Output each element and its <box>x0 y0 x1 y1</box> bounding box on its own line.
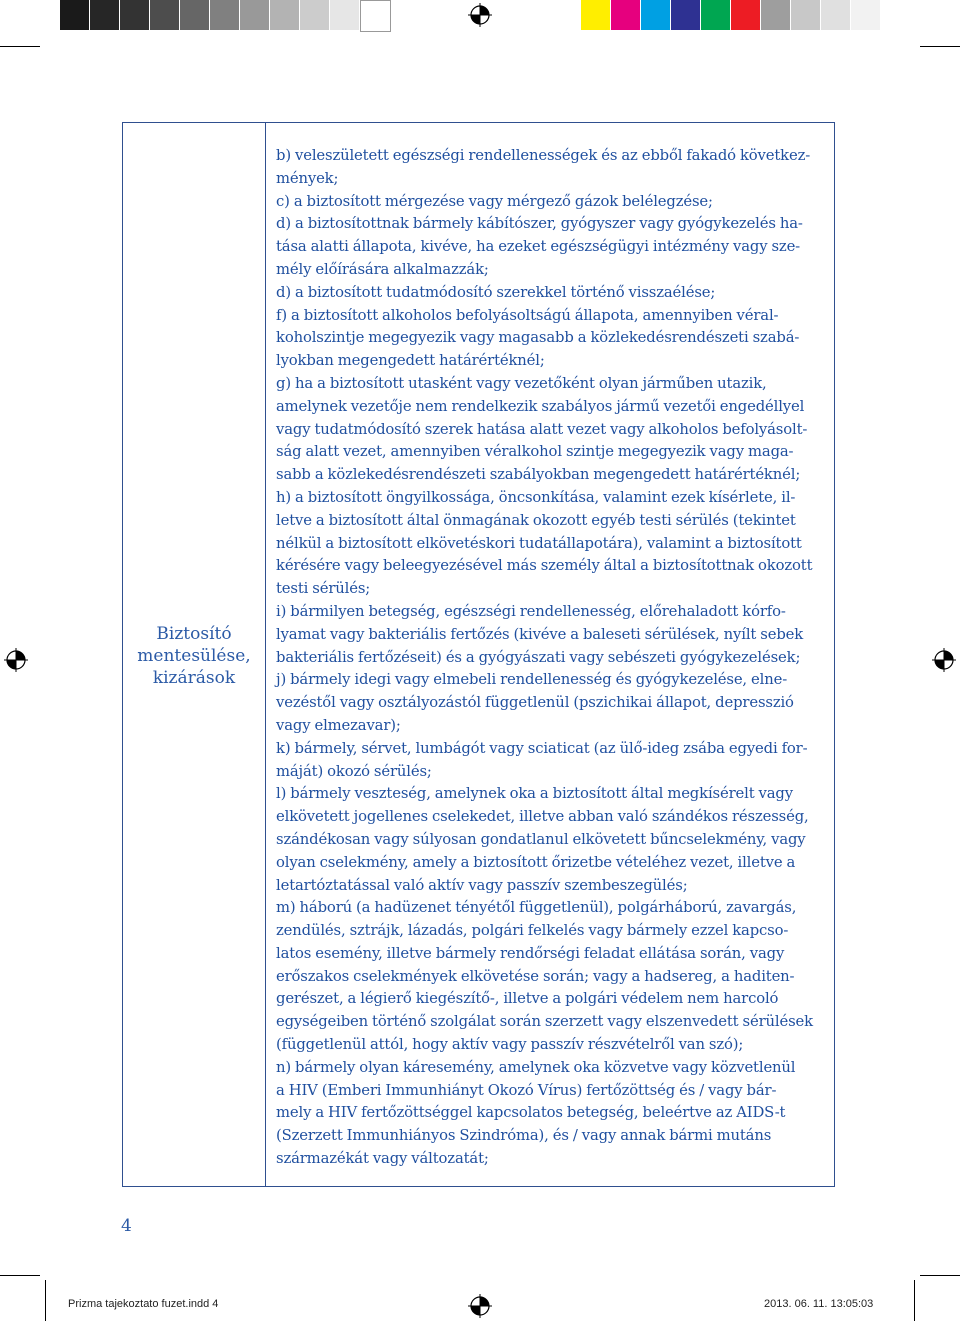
text-line: d) a biztosított tudatmódosító szerekkel történő visszaélése; <box>276 283 716 301</box>
grayscale-swatch <box>300 0 330 30</box>
text-line: ság alatt vezet, amennyiben véralkohol szintje megegyezik vagy maga- <box>276 443 794 461</box>
text-line: vagy tudatmódosító szerek hatása alatt vezet vagy alkoholos befolyásolt- <box>276 420 808 438</box>
text-line: egységeiben történő szolgálat során szerzett vagy elszenvedett sérülések <box>276 1013 813 1031</box>
text-line: h) a biztosított öngyilkossága, öncsonkítása, valamint ezek kísérlete, il- <box>276 488 796 506</box>
page-number: 4 <box>121 1216 132 1236</box>
color-swatch <box>851 0 881 30</box>
grayscale-swatch <box>210 0 240 30</box>
crop-mark <box>0 46 40 47</box>
text-line: f) a biztosított alkoholos befolyásoltságú állapota, amennyiben véral- <box>276 306 779 324</box>
text-line: d) a biztosítottnak bármely kábítószer, gyógyszer vagy gyógykezelés ha- <box>276 215 803 233</box>
text-line: erőszakos cselekmények elkövetése során; vagy a hadsereg, a haditen- <box>276 967 795 985</box>
text-line: a HIV (Emberi Immunhiányt Okozó Vírus) fertőzöttség és / vagy bár- <box>276 1081 777 1099</box>
section-label-line: Biztosító <box>156 623 232 644</box>
text-line: testi sérülés; <box>276 580 371 598</box>
text-line: mely a HIV fertőzöttséggel kapcsolatos betegség, beleértve az AIDS-t <box>276 1104 786 1122</box>
color-swatch <box>671 0 701 30</box>
text-line: sabb a közlekedésrendészeti szabályokban megengedett határértéknél; <box>276 466 801 484</box>
registration-mark-icon <box>468 1294 492 1318</box>
text-line: tása alatti állapota, kivéve, ha ezeket egészségügyi intézmény vagy sze- <box>276 238 801 256</box>
text-line: k) bármely, sérvet, lumbágót vagy sciaticat (az ülő-ideg zsába egyedi for- <box>276 739 808 757</box>
section-label-line: kizárások <box>152 667 236 688</box>
text-line: latos esemény, illetve bármely rendőrségi feladat ellátása során, vagy <box>276 944 785 962</box>
text-line: zendülés, sztrájk, lázadás, polgári felkelés vagy bármely ezzel kapcso- <box>276 922 789 940</box>
text-line: b) veleszületett egészségi rendellenességek és az ebből fakadó következ- <box>276 147 811 164</box>
text-line: elkövetett jogellenes cselekedet, illetve abban való szándékos részesség, <box>276 808 809 826</box>
text-line: olyan cselekmény, amely a biztosított őrizetbe vételéhez vezet, illetve a <box>276 853 796 871</box>
crop-mark <box>45 1280 46 1321</box>
color-swatch <box>641 0 671 30</box>
text-line: bakteriális fertőzéseit) és a gyógyászati vagy sebészeti gyógykezelések; <box>276 648 801 666</box>
text-line: letartóztatással való aktív vagy passzív szembeszegülés; <box>276 876 688 894</box>
registration-mark-icon <box>4 648 28 672</box>
content-box <box>122 122 835 1187</box>
text-line: lyokban megengedett határértéknél; <box>276 352 545 370</box>
text-line: lyamat vagy bakteriális fertőzés (kivéve a baleseti sérülések, nyílt sebek <box>276 625 804 643</box>
color-swatch <box>731 0 761 30</box>
crop-mark <box>914 1280 915 1321</box>
grayscale-swatch <box>90 0 120 30</box>
grayscale-swatch <box>150 0 180 30</box>
color-swatch <box>791 0 821 30</box>
crop-mark <box>0 1275 40 1276</box>
grayscale-color-bar <box>60 0 391 30</box>
text-line: máját) okozó sérülés; <box>276 762 432 780</box>
section-label <box>129 623 259 689</box>
text-line: vezéstől vagy osztályozástól függetlenül (pszichikai állapot, depresszió <box>276 694 794 712</box>
text-line: szándékosan vagy súlyosan gondatlanul elkövetett bűncselekmény, vagy <box>276 830 806 848</box>
registration-mark-icon <box>468 3 492 27</box>
grayscale-swatch <box>180 0 210 30</box>
color-swatch <box>611 0 641 30</box>
process-color-bar <box>581 0 881 30</box>
grayscale-swatch <box>270 0 300 30</box>
text-line: nélkül a biztosított elkövetéskori tudatállapotára), valamint a biztosított <box>276 534 802 552</box>
grayscale-swatch <box>120 0 150 30</box>
registration-mark-icon <box>932 648 956 672</box>
text-line: koholszintje megegyezik vagy magasabb a közlekedésrendészeti szabá- <box>276 329 800 347</box>
file-slug: Prizma tajekoztato fuzet.indd 4 <box>68 1298 219 1310</box>
text-line: j) bármely idegi vagy elmebeli rendellenesség és gyógykezelése, elne- <box>276 671 788 689</box>
text-line: (Szerzett Immunhiányos Szindróma), és / vagy annak bármi mutáns <box>276 1127 772 1145</box>
text-line: származékát vagy változatát; <box>276 1150 489 1168</box>
text-line: vagy elmezavar); <box>276 716 401 734</box>
grayscale-swatch <box>330 0 360 30</box>
sidebar-column <box>123 123 266 1186</box>
text-line: mények; <box>276 169 339 187</box>
grayscale-swatch <box>360 0 391 32</box>
color-swatch <box>821 0 851 30</box>
grayscale-swatch <box>240 0 270 30</box>
crop-mark <box>920 46 960 47</box>
text-line: letve a biztosított által önmagának okozott egyéb testi sérülés (tekintet <box>276 511 796 529</box>
color-swatch <box>701 0 731 30</box>
text-line: n) bármely olyan káresemény, amelynek oka közvetve vagy közvetlenül <box>276 1058 796 1076</box>
color-swatch <box>581 0 611 30</box>
text-line: m) háború (a hadüzenet tényétől függetlenül), polgárháború, zavargás, <box>276 899 797 917</box>
text-line: gerészet, a légierő kiegészítő-, illetve a polgári védelem nem harcoló <box>276 990 779 1008</box>
text-line: i) bármilyen betegség, egészségi rendellenesség, előrehaladott kórfo- <box>276 602 786 620</box>
print-timestamp: 2013. 06. 11. 13:05:03 <box>764 1298 874 1310</box>
text-line: amelynek vezetője nem rendelkezik szabályos jármű vezetői engedéllyel <box>276 397 805 415</box>
section-label-line: mentesülése, <box>137 645 251 666</box>
text-line: g) ha a biztosított utasként vagy vezetőként olyan járműben utazik, <box>276 374 767 392</box>
text-line: c) a biztosított mérgezése vagy mérgező gázok belélegzése; <box>276 192 713 210</box>
crop-mark <box>920 1275 960 1276</box>
text-line: l) bármely veszteség, amelynek oka a biztosított által megkísérelt vagy <box>276 785 793 803</box>
text-line: (függetlenül attól, hogy aktív vagy passzív részvételről van szó); <box>276 1036 744 1054</box>
text-line: kérésére vagy beleegyezésével más személy által a biztosítottnak okozott <box>276 557 813 575</box>
color-swatch <box>761 0 791 30</box>
exclusions-text <box>276 145 828 1171</box>
grayscale-swatch <box>60 0 90 30</box>
text-line: mély előírására alkalmazzák; <box>276 260 489 278</box>
